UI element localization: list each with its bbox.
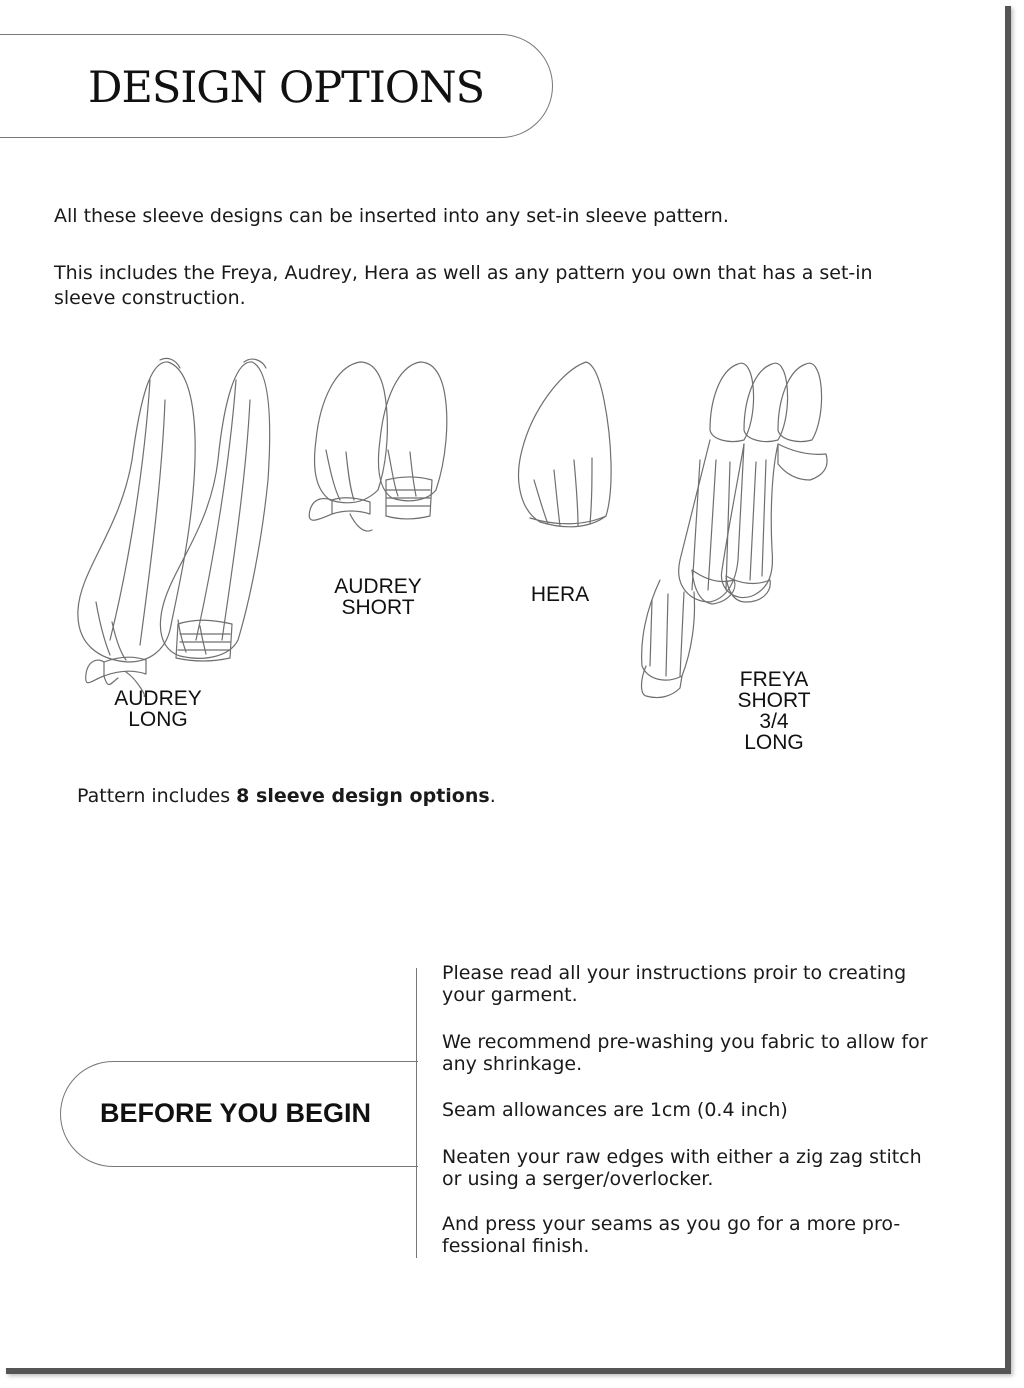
includes-suffix: . [489, 785, 496, 807]
intro-paragraph-2: This includes the Freya, Audrey, Hera as well as any pattern you own that has a set-in sleeve construction. [54, 262, 873, 309]
tip-1: Please read all your instructions proir to creating your garment. [442, 962, 907, 1006]
label-hera: HERA [530, 583, 590, 606]
intro-paragraph-1: All these sleeve designs can be inserted into any set-in sleeve pattern. [54, 205, 729, 227]
pattern-includes-note [77, 784, 496, 808]
label-audrey-short: AUDREY SHORT [334, 575, 422, 619]
audrey-long-tie-sleeve-drawing [78, 358, 195, 696]
hera-sleeve-drawing [519, 362, 612, 527]
tip-3: Seam allowances are 1cm (0.4 inch) [442, 1099, 788, 1121]
tip-5: And press your seams as you go for a more pro-fessional finish. [442, 1213, 901, 1257]
label-audrey-long: AUDREY LONG [114, 687, 202, 731]
includes-prefix: Pattern includes [77, 785, 237, 807]
audrey-short-cuff-sleeve-drawing [379, 362, 447, 519]
audrey-short-tie-sleeve-drawing [309, 362, 387, 531]
divider-line [416, 968, 417, 1258]
tip-4: Neaten your raw edges with either a zig zag stitch or using a serger/overlocker. [442, 1146, 922, 1190]
includes-bold: 8 sleeve design options [236, 785, 490, 807]
page-title: DESIGN OPTIONS [88, 63, 485, 113]
audrey-long-cuff-sleeve-drawing [160, 359, 269, 661]
before-you-begin-title: BEFORE YOU BEGIN [100, 1098, 372, 1128]
tip-2: We recommend pre-washing you fabric to allow for any shrinkage. [442, 1031, 928, 1075]
label-freya: FREYA SHORT 3/4 LONG [737, 668, 811, 754]
freya-sleeve-drawings [642, 363, 828, 697]
